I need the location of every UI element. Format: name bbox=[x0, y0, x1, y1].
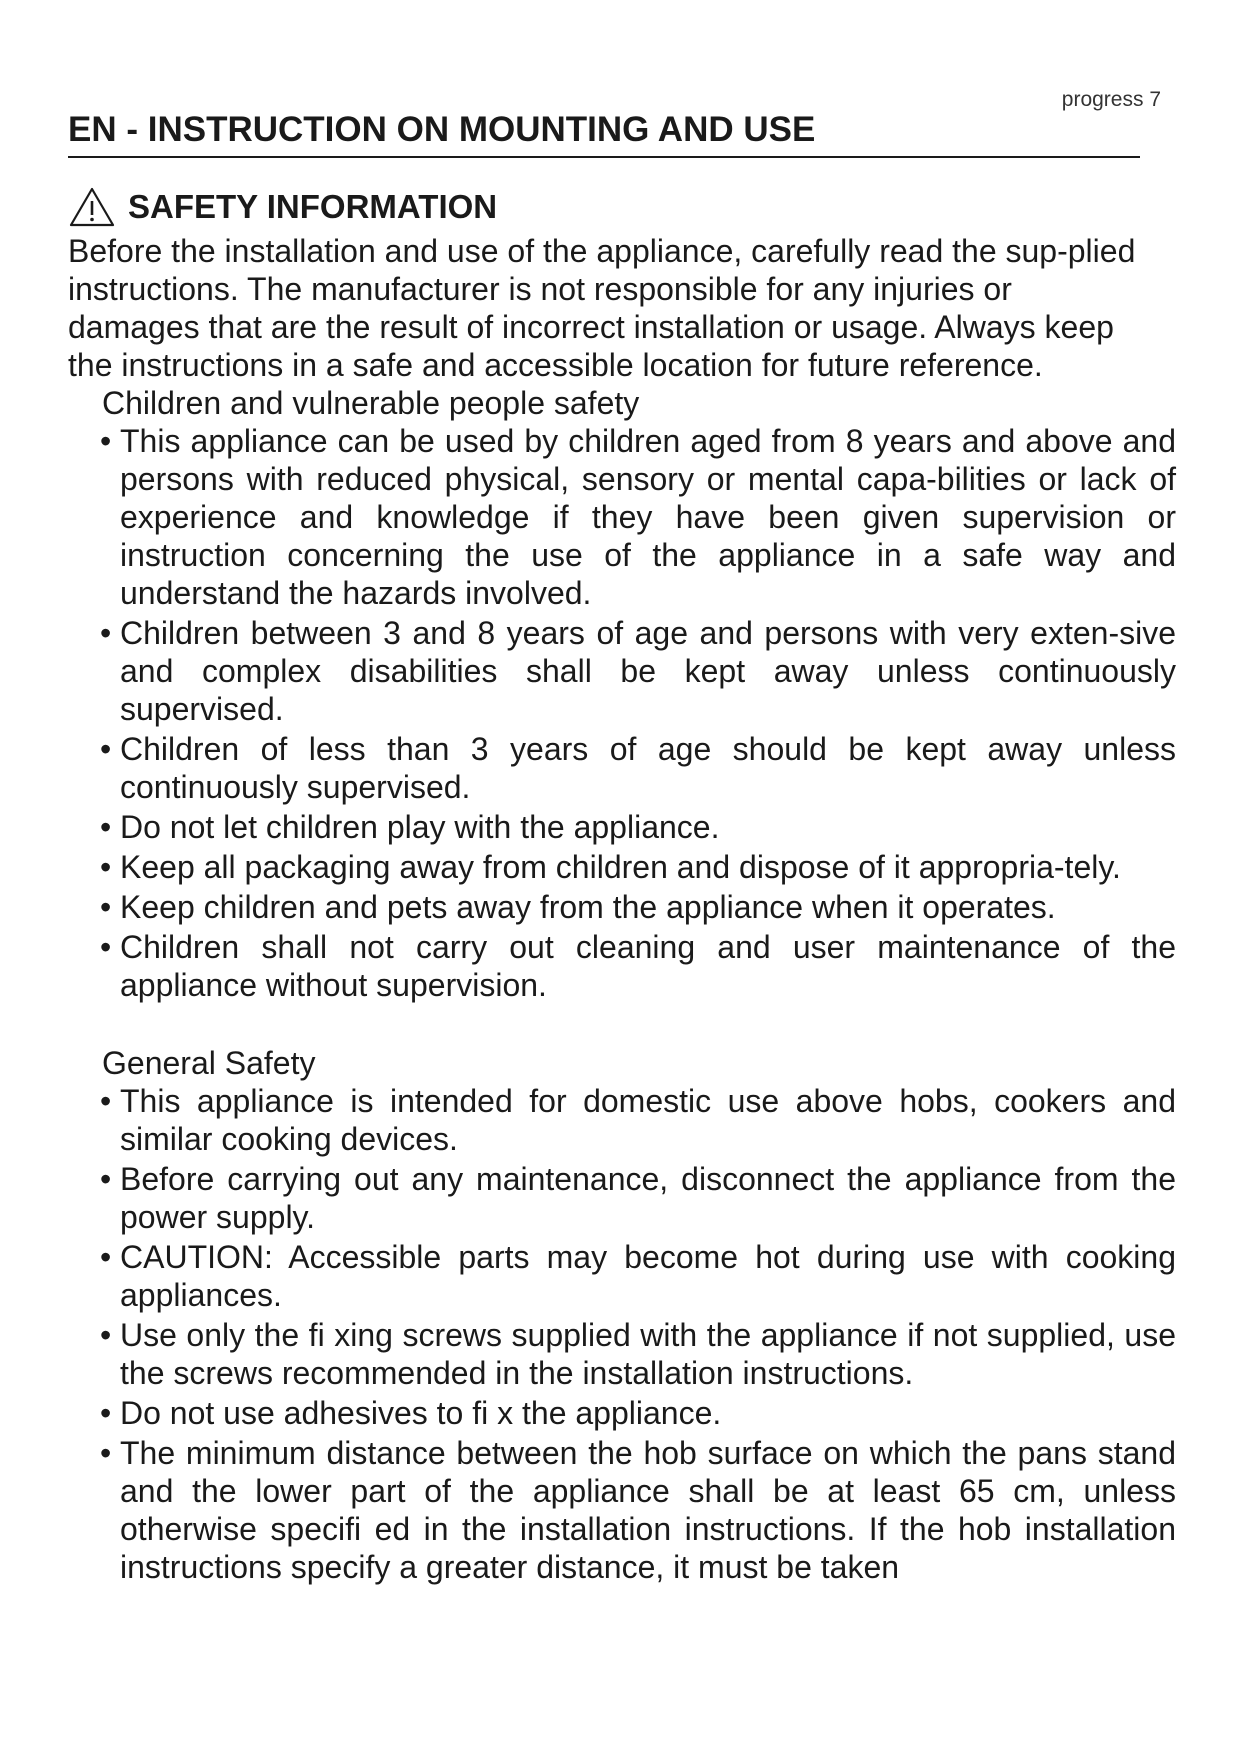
list-item: • Before carrying out any maintenance, disconnect the appliance from the power supply. bbox=[102, 1160, 1176, 1236]
children-safety-heading: Children and vulnerable people safety bbox=[102, 385, 640, 421]
list-item: • This appliance can be used by children aged from 8 years and above and persons with reduced physical, sensory or mental capa-bilities or lack of experience and knowledge if they have been given supervision or instruction concerning the use of the appliance in a safe way and understand the hazards involved. bbox=[102, 422, 1176, 612]
list-item: • Do not use adhesives to fi x the appliance. bbox=[102, 1394, 1176, 1432]
section-spacer bbox=[68, 1006, 1176, 1044]
warning-icon bbox=[68, 186, 116, 228]
safety-heading-text: SAFETY INFORMATION bbox=[128, 188, 498, 225]
safety-intro-paragraph: Before the installation and use of the appliance, carefully read the sup-plied instructions. The manufacturer is not responsible for any injuries or damages that are the result of incorrect installation or usage. Always keep the instructions in a safe and accessible location for future reference. bbox=[68, 233, 1136, 383]
list-item: • Keep children and pets away from the appliance when it operates. bbox=[102, 888, 1176, 926]
general-safety-heading: General Safety bbox=[102, 1045, 316, 1081]
list-item: • Do not let children play with the appliance. bbox=[102, 808, 1176, 846]
list-item: • CAUTION: Accessible parts may become hot during use with cooking appliances. bbox=[102, 1238, 1176, 1314]
children-safety-list bbox=[102, 422, 1176, 1004]
page-number-label: progress 7 bbox=[1061, 88, 1161, 111]
list-item: • Use only the fi xing screws supplied with the appliance if not supplied, use the screws recommended in the installation instructions. bbox=[102, 1316, 1176, 1392]
safety-heading bbox=[68, 186, 497, 228]
list-item: • This appliance is intended for domestic use above hobs, cookers and similar cooking devices. bbox=[102, 1082, 1176, 1158]
document-body bbox=[68, 232, 1176, 1588]
document-title: EN - INSTRUCTION ON MOUNTING AND USE bbox=[68, 110, 1140, 158]
list-item: • Children of less than 3 years of age should be kept away unless continuously supervised. bbox=[102, 730, 1176, 806]
list-item: • The minimum distance between the hob surface on which the pans stand and the lower part of the appliance shall be at least 65 cm, unless otherwise specifi ed in the installation instructions. If the hob installation instructions specify a greater distance, it must be taken bbox=[102, 1434, 1176, 1586]
general-safety-list bbox=[102, 1082, 1176, 1586]
list-item: • Children between 3 and 8 years of age and persons with very exten-sive and complex disabilities shall be kept away unless continuously supervised. bbox=[102, 614, 1176, 728]
list-item: • Keep all packaging away from children and dispose of it appropria-tely. bbox=[102, 848, 1176, 886]
list-item: • Children shall not carry out cleaning and user maintenance of the appliance without supervision. bbox=[102, 928, 1176, 1004]
